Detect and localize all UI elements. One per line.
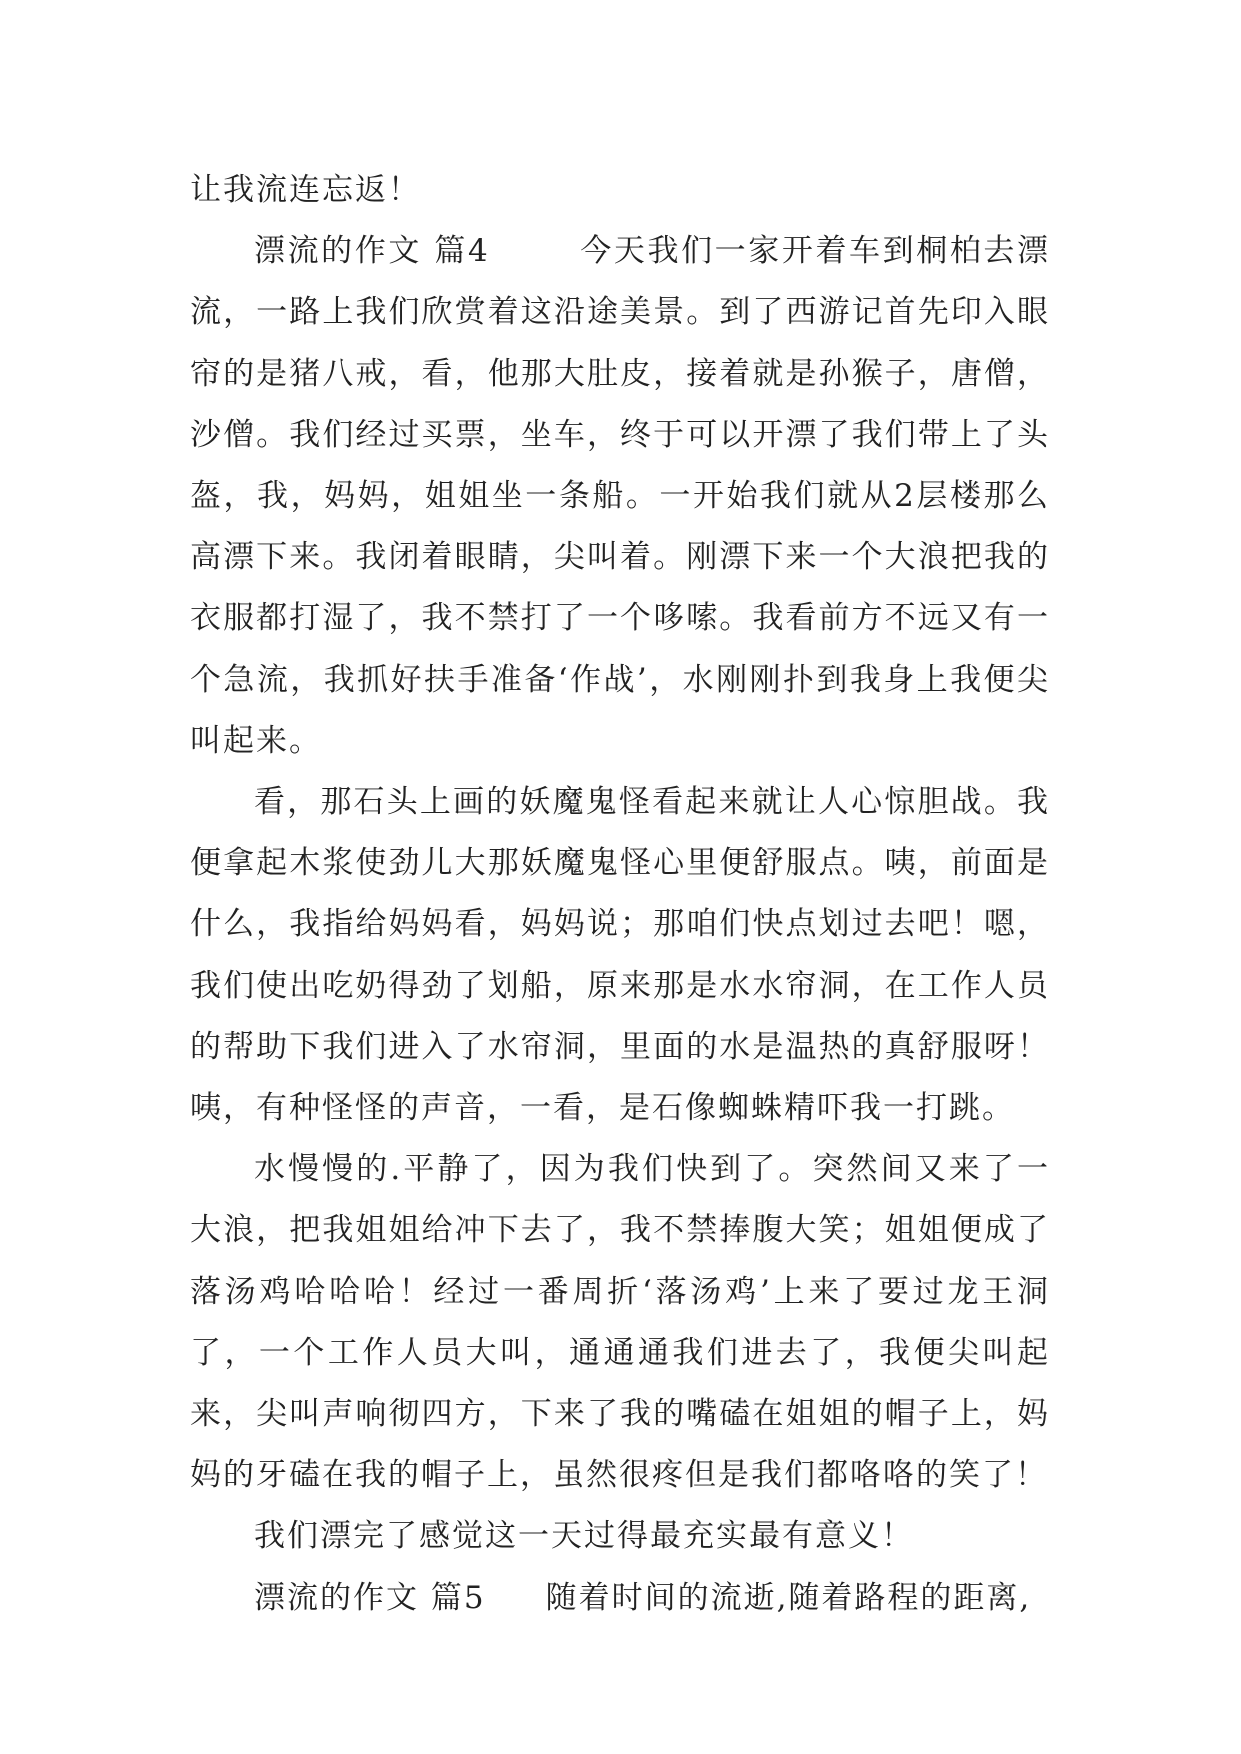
paragraph-2-text: 今天我们一家开着车到桐柏去漂流，一路上我们欣赏着这沿途美景。到了西游记首先印入眼帘的是猪八戒，看，他那大肚皮，接着就是孙猴子，唐僧，沙僧。我们经过买票，坐车，终于可以开漂了我们带上了头盔，我，妈妈，姐姐坐一条船。一开始我们就从2层楼那么高漂下来。我闭着眼睛，尖叫着。刚漂下来一个大浪把我的衣服都打湿了，我不禁打了一个哆嗦。我看前方不远又有一个急流，我抓好扶手准备‘作战’，水刚刚扑到我身上我便尖叫起来。: [190, 233, 1050, 759]
paragraph-2: [190, 221, 1050, 772]
paragraph-5-text: 我们漂完了感觉这一天过得最充实最有意义！: [254, 1518, 914, 1555]
paragraph-4-text: 水慢慢的.平静了，因为我们快到了。突然间又来了一大浪，把我姐姐给冲下去了，我不禁捧腹大笑；姐姐便成了落汤鸡哈哈哈！经过一番周折‘落汤鸡’上来了要过龙王洞了，一个工作人员大叫，通通通我们进去了，我便尖叫起来，尖叫声响彻四方，下来了我的嘴磕在姐姐的帽子上，妈妈的牙磕在我的帽子上，虽然很疼但是我们都咯咯的笑了！: [190, 1151, 1050, 1494]
document-body: [190, 160, 1050, 1629]
paragraph-1-text: 让我流连忘返！: [190, 172, 421, 208]
paragraph-6: [190, 1568, 1050, 1629]
paragraph-3: [190, 772, 1050, 1139]
essay-4-heading: 漂流的作文 篇4: [254, 233, 490, 270]
paragraph-3-text: 看，那石头上画的妖魔鬼怪看起来就让人心惊胆战。我便拿起木浆使劲儿大那妖魔鬼怪心里便舒服点。咦，前面是什么，我指给妈妈看，妈妈说；那咱们快点划过去吧！嗯，我们使出吃奶得劲了划船，原来那是水水帘洞，在工作人员的帮助下我们进入了水帘洞，里面的水是温热的真舒服呀！咦，有种怪怪的声音，一看，是石像蜘蛛精吓我一打跳。: [190, 784, 1050, 1127]
paragraph-6-text: 随着时间的流逝,随着路程的距离,: [545, 1579, 1032, 1616]
essay-5-heading: 漂流的作文 篇5: [254, 1579, 486, 1616]
paragraph-4: [190, 1139, 1050, 1506]
paragraph-1: [190, 160, 1050, 221]
paragraph-5: [190, 1506, 1050, 1567]
